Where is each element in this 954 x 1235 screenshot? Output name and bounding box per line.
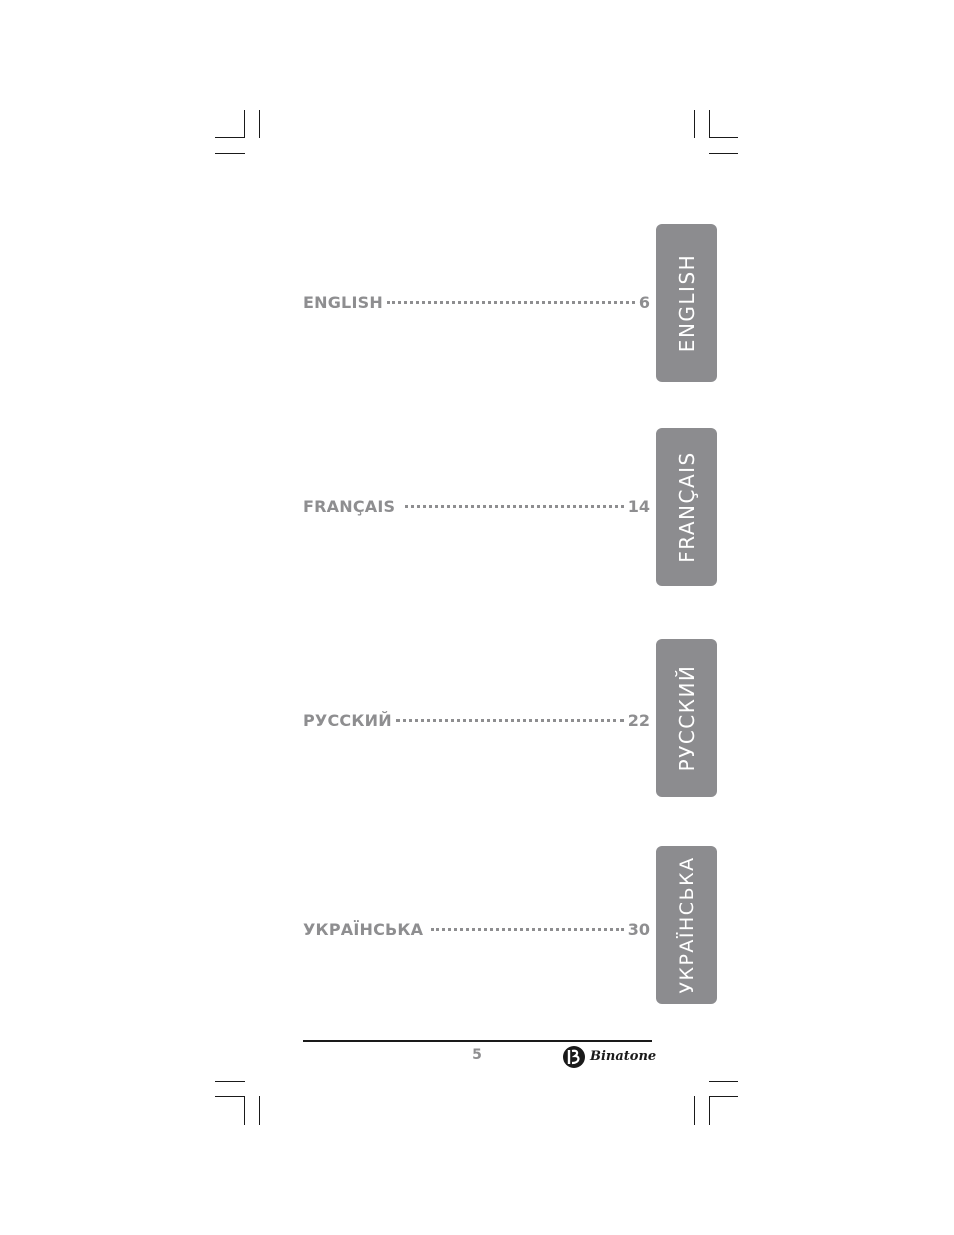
toc-dot-leader	[431, 928, 623, 931]
toc-entry-label: УКРАЇНСЬКА	[303, 920, 424, 939]
crop-mark-bottom-left-h1	[215, 1081, 245, 1082]
crop-mark-top-left-h1	[215, 137, 245, 138]
crop-mark-bottom-right-v1	[694, 1096, 695, 1125]
tab-english[interactable]	[656, 224, 717, 382]
toc-entry-ukrainian[interactable]	[303, 920, 650, 942]
crop-mark-top-left-v1	[244, 110, 245, 138]
tab-russian[interactable]	[656, 639, 717, 797]
tab-label: FRANÇAIS	[674, 451, 699, 563]
page-number: 5	[472, 1047, 482, 1063]
toc-entry-page: 14	[627, 497, 650, 516]
tab-label: УКРАЇНСЬКА	[675, 856, 698, 994]
crop-mark-bottom-right-v2	[709, 1096, 710, 1125]
toc-entry-page: 30	[627, 920, 650, 939]
toc-dot-leader	[405, 505, 624, 508]
crop-mark-top-right-v2	[709, 110, 710, 138]
toc-entry-page: 22	[627, 711, 650, 730]
toc-entry-page: 6	[638, 293, 650, 312]
tab-ukrainian[interactable]	[656, 846, 717, 1004]
toc-entry-russian[interactable]	[303, 711, 650, 733]
crop-mark-top-right-v1	[694, 110, 695, 138]
toc-entry-label: РУССКИЙ	[303, 711, 392, 730]
binatone-logo-text: Binatone	[590, 1049, 657, 1064]
toc-dot-leader	[387, 301, 635, 304]
toc-entry-english[interactable]	[303, 293, 650, 315]
crop-mark-bottom-left-v1	[244, 1096, 245, 1125]
crop-mark-top-right-h2	[709, 153, 738, 154]
crop-mark-bottom-left-h2	[215, 1096, 245, 1097]
tab-label: ENGLISH	[674, 253, 699, 353]
crop-mark-top-left-v2	[259, 110, 260, 138]
toc-entry-francais[interactable]	[303, 497, 650, 519]
tab-label: РУССКИЙ	[674, 664, 699, 772]
crop-mark-bottom-right-h2	[709, 1096, 738, 1097]
crop-mark-bottom-right-h1	[709, 1081, 738, 1082]
crop-mark-bottom-left-v2	[259, 1096, 260, 1125]
toc-entry-label: ENGLISH	[303, 293, 383, 312]
crop-mark-top-left-h2	[215, 153, 245, 154]
footer-rule	[303, 1040, 652, 1042]
crop-mark-top-right-h1	[709, 137, 738, 138]
toc-dot-leader	[396, 719, 624, 722]
binatone-logo-icon	[562, 1044, 590, 1070]
toc-entry-label: FRANÇAIS	[303, 497, 396, 516]
tab-francais[interactable]	[656, 428, 717, 586]
binatone-logo	[562, 1044, 657, 1070]
